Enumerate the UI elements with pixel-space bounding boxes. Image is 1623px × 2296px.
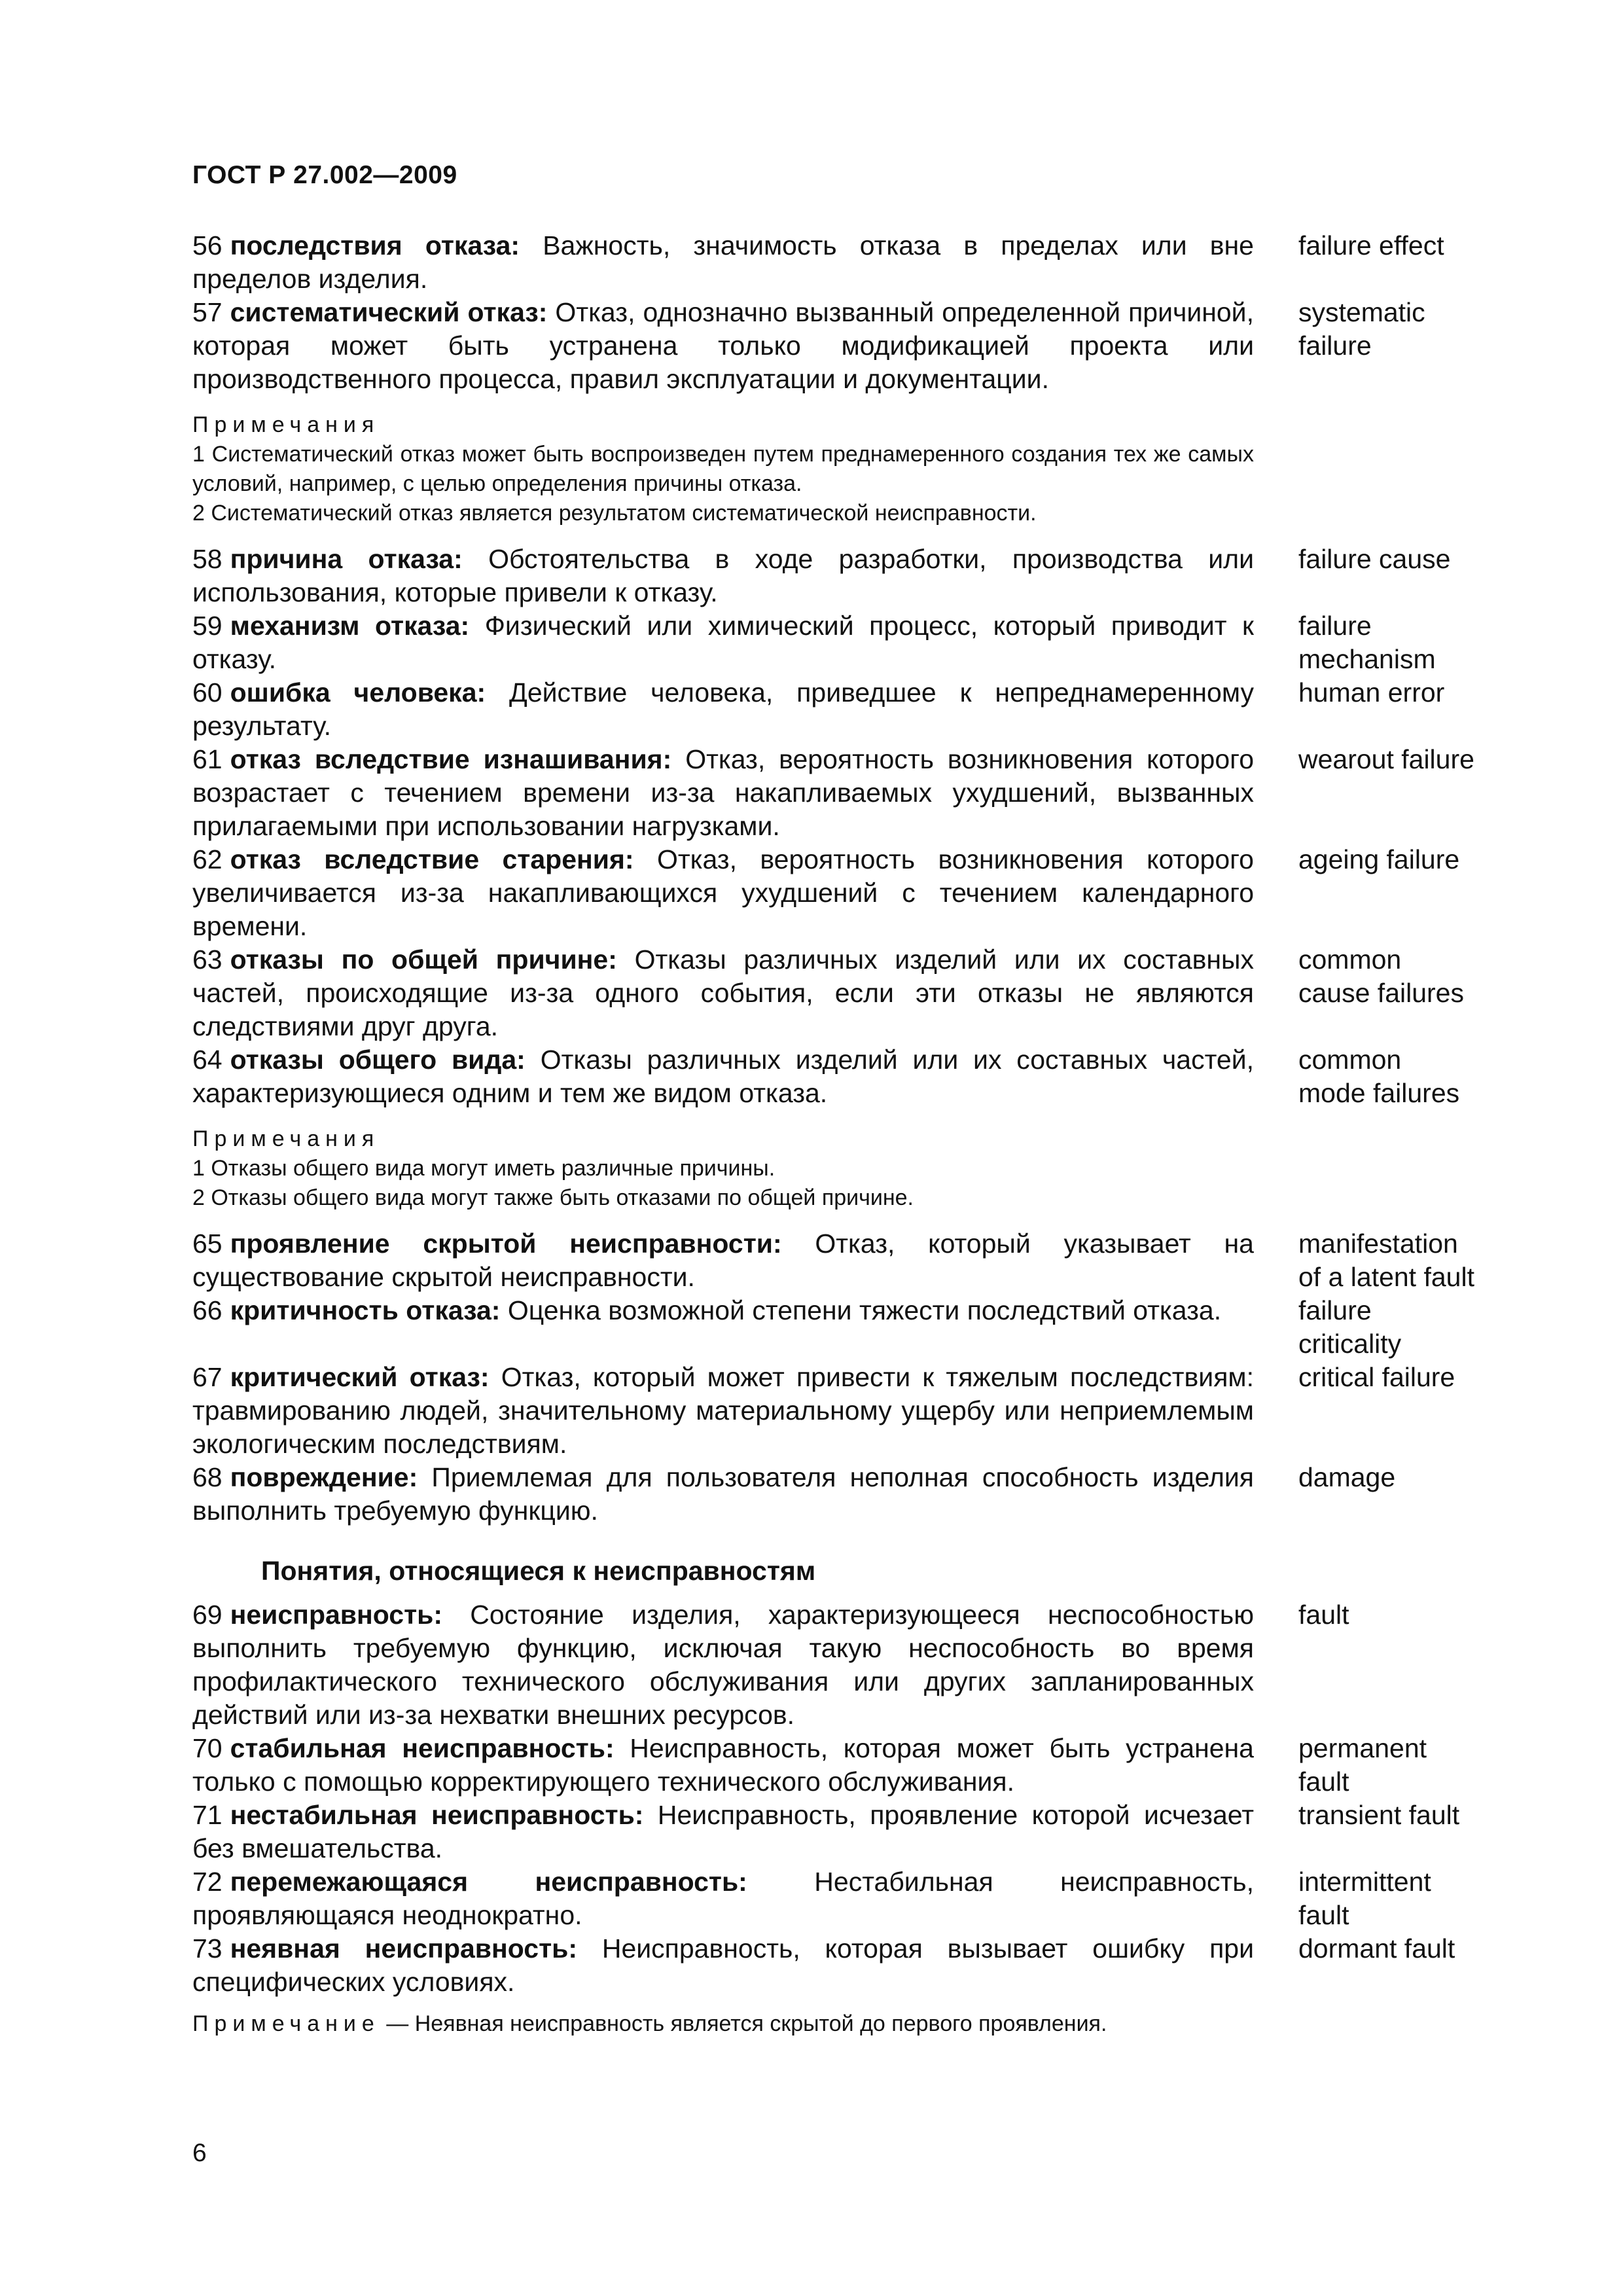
term-text — [192, 1461, 1254, 1528]
document-content — [192, 229, 1475, 2039]
english-equivalent: wearout failure — [1298, 744, 1474, 774]
entries-group-a — [192, 229, 1475, 396]
term-number: 63 — [192, 944, 223, 975]
term-name: неисправность: — [230, 1600, 443, 1630]
term-text — [192, 843, 1254, 943]
term-number: 57 — [192, 297, 223, 327]
english-equivalent: failure cause — [1298, 544, 1451, 574]
term-number: 59 — [192, 611, 223, 641]
term-definition: Отказы различных изделий или их составных частей, происходящие из-за одного события, если эти отказы не являются следствиями друг друга. — [192, 944, 1254, 1041]
term-text — [192, 743, 1254, 843]
term-number: 65 — [192, 1229, 223, 1259]
term-definition: Отказы различных изделий или их составных частей, характеризующиеся одним и тем же видом отказа. — [192, 1045, 1254, 1108]
term-number: 71 — [192, 1800, 223, 1830]
english-equivalent: human error — [1298, 677, 1445, 708]
page-number: 6 — [192, 2139, 207, 2167]
term-text — [192, 1732, 1254, 1799]
note-block-b — [192, 1124, 1254, 1213]
note-line: 2 Систематический отказ является результатом систематической неисправности. — [192, 501, 1037, 526]
final-note-text: — Неявная неисправность является скрытой до первого проявления. — [386, 2011, 1107, 2036]
term-text — [192, 229, 1254, 296]
term-name: отказ вследствие старения: — [230, 844, 634, 874]
english-equivalent: ageing failure — [1298, 844, 1460, 874]
term-text — [192, 1799, 1254, 1865]
term-definition: Оценка возможной степени тяжести последствий отказа. — [507, 1295, 1222, 1325]
term-entry — [192, 1227, 1475, 1294]
entries-group-d — [192, 1598, 1475, 1999]
term-entry — [192, 1294, 1475, 1361]
term-text — [192, 1227, 1254, 1294]
term-entry — [192, 1361, 1475, 1461]
term-entry — [192, 676, 1475, 743]
term-entry — [192, 229, 1475, 296]
note-title: Примечания — [192, 1126, 380, 1151]
english-equivalent: critical failure — [1298, 1362, 1455, 1392]
term-number: 67 — [192, 1362, 223, 1392]
term-number: 58 — [192, 544, 223, 574]
english-equivalent: failure criticality — [1298, 1295, 1402, 1359]
final-note — [192, 2009, 1254, 2039]
term-definition: Отказ, однозначно вызванный определенной причиной, которая может быть устранена только модификацией проекта или производственного процесса, правил эксплуатации и документации. — [192, 297, 1254, 394]
term-number: 62 — [192, 844, 223, 874]
term-entry — [192, 543, 1475, 609]
term-definition: Неисправность, которая может быть устранена только с помощью корректирующего технического обслуживания. — [192, 1733, 1254, 1797]
term-definition: Важность, значимость отказа в пределах или вне пределов изделия. — [192, 230, 1254, 294]
english-equivalent: failure effect — [1298, 230, 1444, 260]
term-number: 61 — [192, 744, 223, 774]
english-equivalent: manifestation of a latent fault — [1298, 1229, 1474, 1292]
entries-group-b — [192, 543, 1475, 1110]
term-definition: Отказ, вероятность возникновения которого возрастает с течением времени из-за накапливаемых ухудшений, вызванных прилагаемыми при использовании нагрузками. — [192, 744, 1254, 841]
english-equivalent: transient fault — [1298, 1800, 1460, 1830]
term-number: 68 — [192, 1462, 223, 1492]
term-name: механизм отказа: — [230, 611, 470, 641]
term-text — [192, 1865, 1254, 1932]
term-entry — [192, 296, 1475, 396]
term-number: 73 — [192, 1933, 223, 1964]
term-name: отказ вследствие изнашивания: — [230, 744, 672, 774]
english-equivalent: damage — [1298, 1462, 1396, 1492]
term-number: 60 — [192, 677, 223, 708]
term-text — [192, 1932, 1254, 1999]
term-text — [192, 296, 1254, 396]
term-number: 72 — [192, 1867, 223, 1897]
term-entry — [192, 1732, 1475, 1799]
note-title: Примечания — [192, 412, 380, 437]
term-definition: Нестабильная неисправность, проявляющаяся неоднократно. — [192, 1867, 1254, 1930]
term-entry — [192, 609, 1475, 676]
term-name: отказы по общей причине: — [230, 944, 617, 975]
term-entry — [192, 1043, 1475, 1110]
term-name: причина отказа: — [230, 544, 463, 574]
term-name: перемежающаяся неисправность: — [230, 1867, 747, 1897]
english-equivalent: common mode failures — [1298, 1045, 1460, 1108]
term-definition: Отказ, который может привести к тяжелым последствиям: травмированию людей, значительному материальному ущербу или неприемлемым экологическим последствиям. — [192, 1362, 1254, 1459]
term-text — [192, 609, 1254, 676]
term-definition: Обстоятельства в ходе разработки, производства или использования, которые привели к отказу. — [192, 544, 1254, 607]
term-name: нестабильная неисправность: — [230, 1800, 644, 1830]
term-entry — [192, 1799, 1475, 1865]
term-name: неявная неисправность: — [230, 1933, 578, 1964]
term-entry — [192, 1932, 1475, 1999]
note-block-a — [192, 410, 1254, 528]
english-equivalent: systematic failure — [1298, 297, 1425, 361]
term-definition: Отказ, который указывает на существование скрытой неисправности. — [192, 1229, 1254, 1292]
term-entry — [192, 743, 1475, 843]
term-number: 56 — [192, 230, 223, 260]
term-name: систематический отказ: — [230, 297, 548, 327]
term-entry — [192, 1598, 1475, 1732]
term-number: 70 — [192, 1733, 223, 1763]
english-equivalent: dormant fault — [1298, 1933, 1455, 1964]
term-number: 64 — [192, 1045, 223, 1075]
note-line: 1 Систематический отказ может быть воспроизведен путем преднамеренного создания тех же самых условий, например, с целью определения причины отказа. — [192, 442, 1254, 496]
term-text — [192, 1043, 1254, 1110]
term-definition: Отказ, вероятность возникновения которого увеличивается из-за накапливающихся ухудшений с течением календарного времени. — [192, 844, 1254, 941]
note-line: 2 Отказы общего вида могут также быть отказами по общей причине. — [192, 1185, 914, 1210]
term-number: 69 — [192, 1600, 223, 1630]
term-definition: Неисправность, проявление которой исчезает без вмешательства. — [192, 1800, 1254, 1863]
english-equivalent: fault — [1298, 1600, 1349, 1630]
term-number: 66 — [192, 1295, 223, 1325]
english-equivalent: intermittent fault — [1298, 1867, 1431, 1930]
term-text — [192, 943, 1254, 1043]
note-line: 1 Отказы общего вида могут иметь различные причины. — [192, 1156, 776, 1181]
term-definition: Состояние изделия, характеризующееся неспособностью выполнить требуемую функцию, исключая такую неспособность во время профилактического технического обслуживания или других запланированных действий или из-за нехватки внешних ресурсов. — [192, 1600, 1254, 1730]
term-name: критический отказ: — [230, 1362, 490, 1392]
term-name: проявление скрытой неисправности: — [230, 1229, 782, 1259]
term-definition: Приемлемая для пользователя неполная способность изделия выполнить требуемую функцию. — [192, 1462, 1254, 1526]
term-name: ошибка человека: — [230, 677, 486, 708]
english-equivalent: common cause failures — [1298, 944, 1464, 1008]
term-name: последствия отказа: — [230, 230, 520, 260]
term-text — [192, 543, 1254, 609]
term-definition: Физический или химический процесс, который приводит к отказу. — [192, 611, 1254, 674]
term-name: стабильная неисправность: — [230, 1733, 615, 1763]
final-note-label: Примечание — [192, 2011, 380, 2036]
term-definition: Неисправность, которая вызывает ошибку при специфических условиях. — [192, 1933, 1254, 1997]
term-definition: Действие человека, приведшее к непреднамеренному результату. — [192, 677, 1254, 741]
term-entry — [192, 943, 1475, 1043]
term-text — [192, 1598, 1254, 1732]
entries-group-c — [192, 1227, 1475, 1528]
term-text — [192, 676, 1254, 743]
term-name: повреждение: — [230, 1462, 418, 1492]
english-equivalent: permanent fault — [1298, 1733, 1427, 1797]
term-entry — [192, 1865, 1475, 1932]
section-heading: Понятия, относящиеся к неисправностям — [261, 1556, 816, 1586]
term-name: критичность отказа: — [230, 1295, 501, 1325]
term-text — [192, 1361, 1254, 1461]
term-entry — [192, 843, 1475, 943]
term-text — [192, 1294, 1254, 1327]
term-name: отказы общего вида: — [230, 1045, 526, 1075]
english-equivalent: failure mechanism — [1298, 611, 1436, 674]
term-entry — [192, 1461, 1475, 1528]
standard-header: ГОСТ Р 27.002—2009 — [192, 161, 457, 189]
